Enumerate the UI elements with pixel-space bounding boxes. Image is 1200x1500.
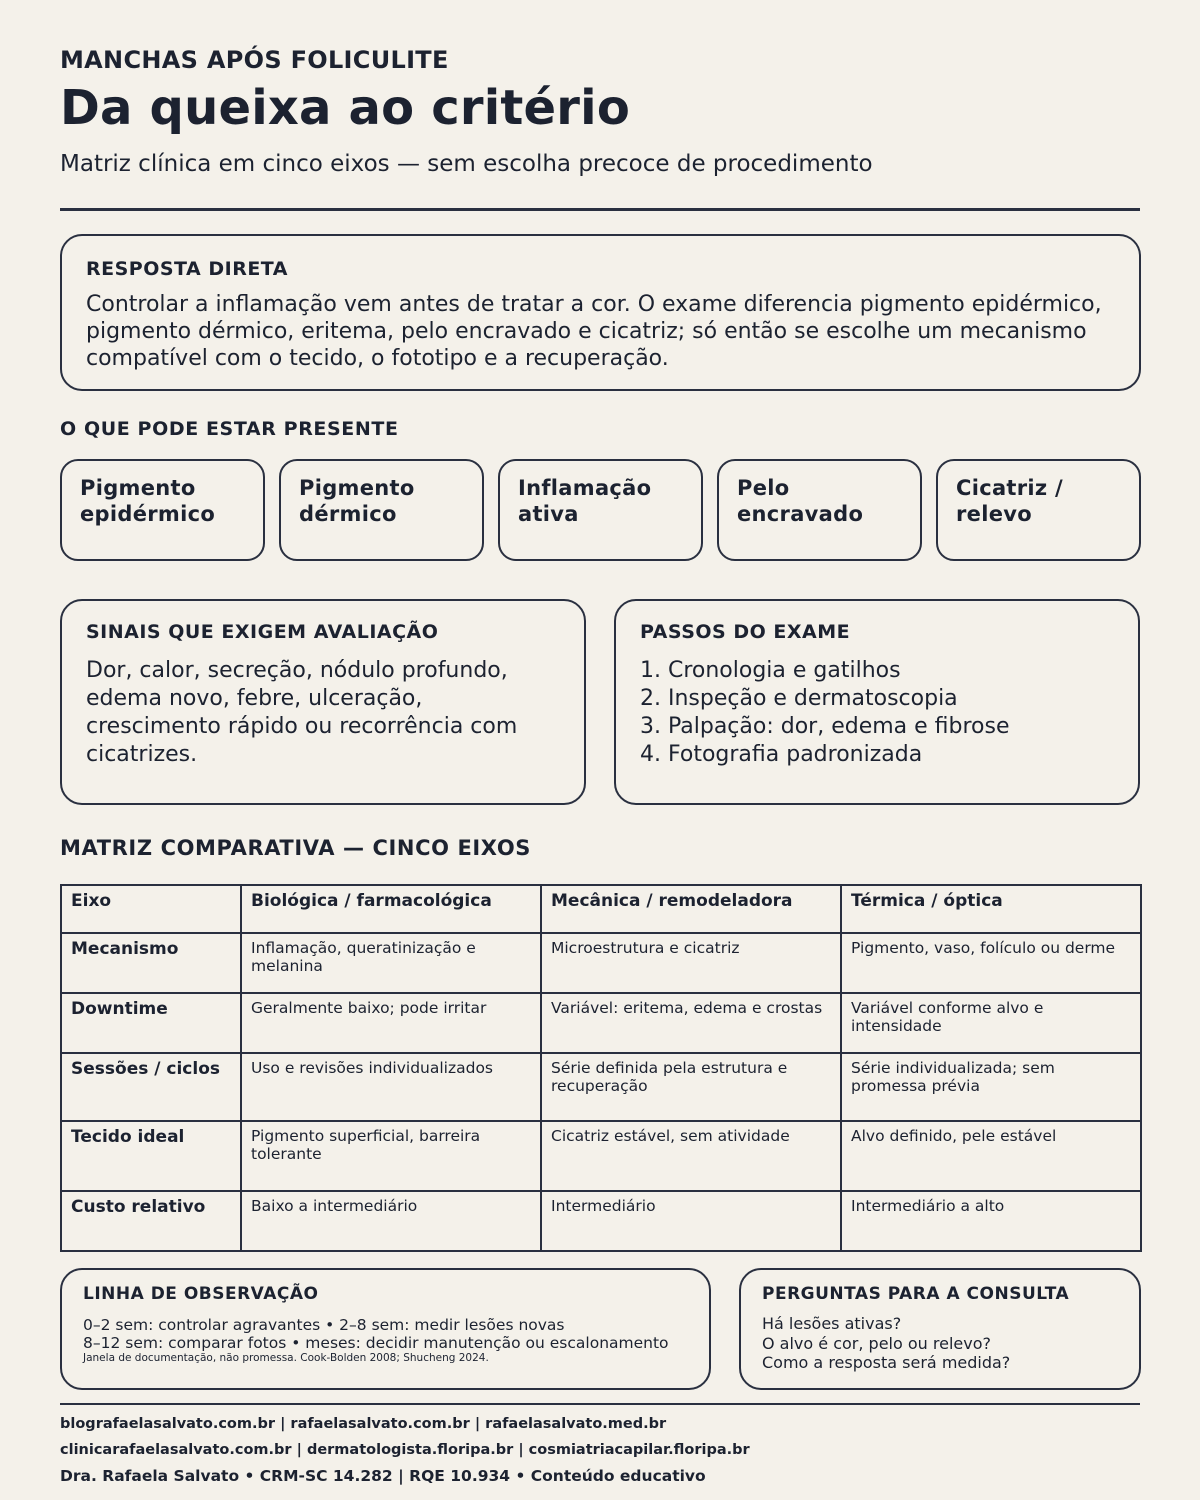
exam-step: 1. Cronologia e gatilhos xyxy=(640,658,901,683)
exam-step: 3. Palpação: dor, edema e fibrose xyxy=(640,714,1010,739)
direct-answer-text: Controlar a inflamação vem antes de tratar a cor. O exame diferencia pigmento epidérmico, pigmento dérmico, eritema, pelo encravado e cicatriz; só então se escolhe um mecanismo compatível com o tecido, o fototipo e a recuperação. xyxy=(86,292,1102,371)
chip-scar-relief: Cicatriz / relevo xyxy=(936,459,1141,561)
observation-title: LINHA DE OBSERVAÇÃO xyxy=(83,1284,319,1304)
page-subtitle: Matriz clínica em cinco eixos — sem escolha precoce de procedimento xyxy=(60,151,873,177)
matrix-cell: Intermediário a alto xyxy=(841,1191,1141,1251)
consult-questions-box xyxy=(739,1268,1141,1390)
matrix-cell: Tecido ideal xyxy=(61,1121,241,1191)
matrix-cell: Alvo definido, pele estável xyxy=(841,1121,1141,1191)
matrix-cell: Variável: eritema, edema e crostas xyxy=(541,993,841,1053)
consult-question: O alvo é cor, pelo ou relevo? xyxy=(762,1333,991,1353)
matrix-header-mechanical: Mecânica / remodeladora xyxy=(541,885,841,933)
matrix-cell: Sessões / ciclos xyxy=(61,1053,241,1121)
direct-answer-box xyxy=(60,234,1141,391)
present-section-label: O QUE PODE ESTAR PRESENTE xyxy=(60,418,399,440)
exam-steps-list xyxy=(640,657,1114,769)
matrix-cell: Downtime xyxy=(61,993,241,1053)
matrix-cell: Custo relativo xyxy=(61,1191,241,1251)
chip-ingrown-hair: Pelo encravado xyxy=(717,459,922,561)
consult-questions-title: PERGUNTAS PARA A CONSULTA xyxy=(762,1284,1070,1304)
footer-links-line-1: blografaelasalvato.com.br | rafaelasalvato.com.br | rafaelasalvato.med.br xyxy=(60,1416,667,1432)
table-row xyxy=(61,1121,1141,1191)
warning-signs-text: Dor, calor, secreção, nódulo profundo, edema novo, febre, ulceração, crescimento rápido ou recorrência com cicatrizes. xyxy=(86,658,518,767)
matrix-cell: Inflamação, queratinização e melanina xyxy=(241,933,541,993)
consult-question: Como a resposta será medida? xyxy=(762,1353,1011,1372)
consult-question: Há lesões ativas? xyxy=(762,1314,902,1333)
table-row xyxy=(61,933,1141,993)
exam-step: 2. Inspeção e dermatoscopia xyxy=(640,686,958,711)
observation-timeline-box xyxy=(60,1268,711,1390)
matrix-header-biological: Biológica / farmacológica xyxy=(241,885,541,933)
matrix-header-row xyxy=(61,885,1141,933)
consult-questions-list xyxy=(762,1314,1118,1373)
warning-signs-title: SINAIS QUE EXIGEM AVALIAÇÃO xyxy=(86,621,439,643)
exam-steps-panel xyxy=(614,599,1140,805)
matrix-cell: Microestrutura e cicatriz xyxy=(541,933,841,993)
kicker: MANCHAS APÓS FOLICULITE xyxy=(60,46,449,74)
warning-signs-panel xyxy=(60,599,586,805)
footer-links-line-2: clinicarafaelasalvato.com.br | dermatologista.floripa.br | cosmiatriacapilar.floripa.br xyxy=(60,1442,750,1458)
table-row xyxy=(61,1053,1141,1121)
exam-step: 4. Fotografia padronizada xyxy=(640,742,923,767)
matrix-cell: Intermediário xyxy=(541,1191,841,1251)
comparison-matrix xyxy=(60,884,1142,1252)
matrix-cell: Série individualizada; sem promessa prévia xyxy=(841,1053,1141,1121)
chip-active-inflammation: Inflamação ativa xyxy=(498,459,703,561)
matrix-cell: Cicatriz estável, sem atividade xyxy=(541,1121,841,1191)
matrix-cell: Mecanismo xyxy=(61,933,241,993)
present-chips xyxy=(60,459,1141,561)
matrix-cell: Série definida pela estrutura e recuperação xyxy=(541,1053,841,1121)
page-title: Da queixa ao critério xyxy=(60,80,631,136)
observation-note: Janela de documentação, não promessa. Cook-Bolden 2008; Shucheng 2024. xyxy=(83,1352,489,1364)
footer-divider xyxy=(60,1403,1140,1405)
table-row xyxy=(61,1191,1141,1251)
observation-line: 8–12 sem: comparar fotos • meses: decidir manutenção ou escalonamento xyxy=(83,1334,669,1352)
matrix-cell: Geralmente baixo; pode irritar xyxy=(241,993,541,1053)
direct-answer-title: RESPOSTA DIRETA xyxy=(86,258,288,280)
matrix-cell: Pigmento, vaso, folículo ou derme xyxy=(841,933,1141,993)
observation-line: 0–2 sem: controlar agravantes • 2–8 sem: medir lesões novas xyxy=(83,1316,565,1334)
header-divider xyxy=(60,208,1140,211)
matrix-header-thermal: Térmica / óptica xyxy=(841,885,1141,933)
footer-credits: Dra. Rafaela Salvato • CRM-SC 14.282 | RQE 10.934 • Conteúdo educativo xyxy=(60,1467,706,1485)
matrix-cell: Uso e revisões individualizados xyxy=(241,1053,541,1121)
matrix-cell: Variável conforme alvo e intensidade xyxy=(841,993,1141,1053)
matrix-cell: Baixo a intermediário xyxy=(241,1191,541,1251)
chip-epidermal-pigment: Pigmento epidérmico xyxy=(60,459,265,561)
chip-dermal-pigment: Pigmento dérmico xyxy=(279,459,484,561)
matrix-section-label: MATRIZ COMPARATIVA — CINCO EIXOS xyxy=(60,836,532,860)
matrix-header-axis: Eixo xyxy=(61,885,241,933)
exam-steps-title: PASSOS DO EXAME xyxy=(640,621,851,643)
matrix-cell: Pigmento superficial, barreira tolerante xyxy=(241,1121,541,1191)
table-row xyxy=(61,993,1141,1053)
